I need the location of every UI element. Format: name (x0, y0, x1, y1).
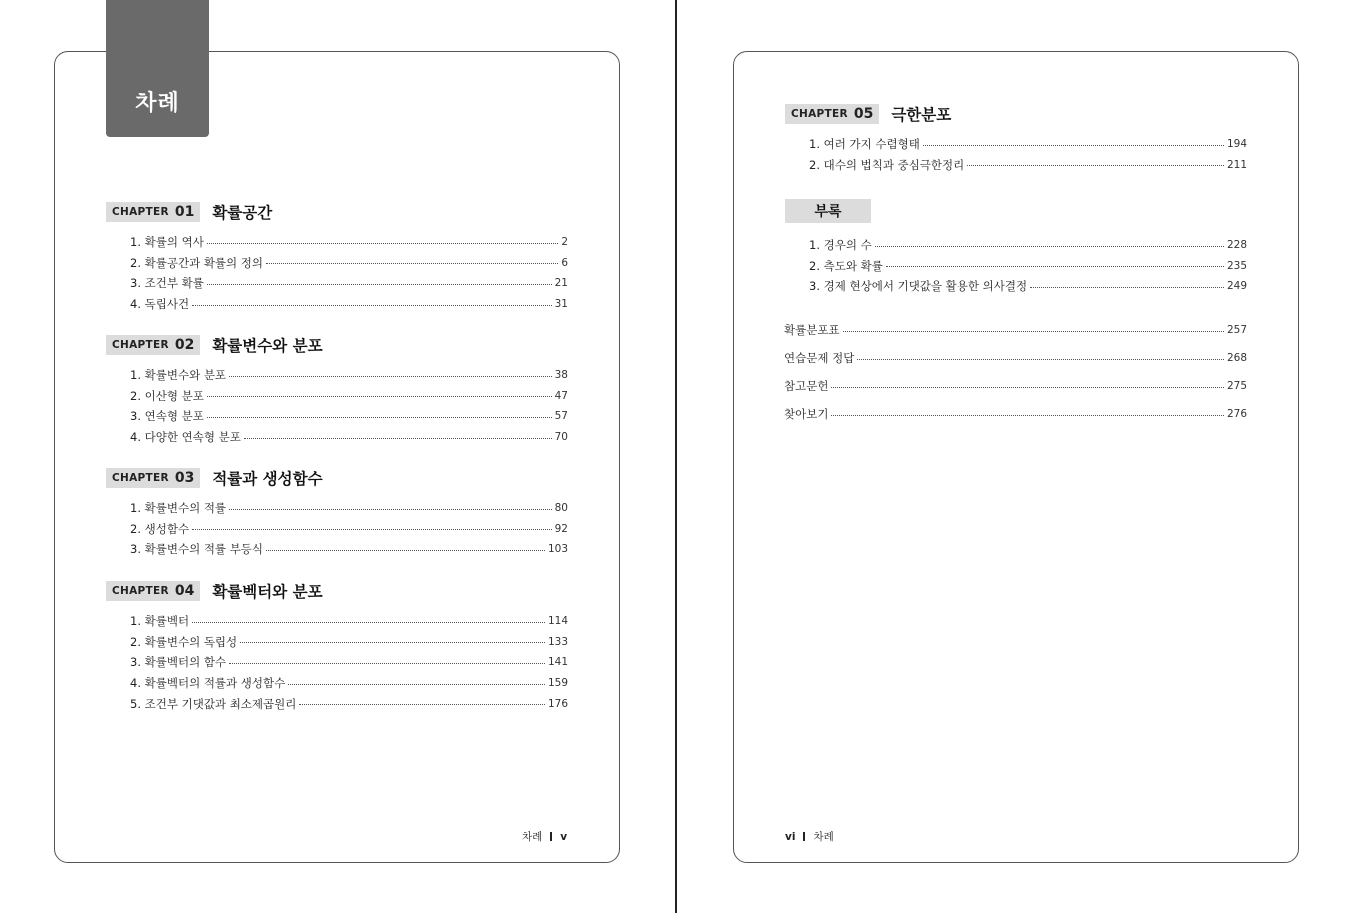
dot-leader (207, 396, 552, 397)
entry-page: 103 (547, 543, 568, 556)
entry-page: 159 (547, 677, 568, 690)
chapter-number: 04 (174, 583, 195, 599)
chapter-badge (106, 581, 200, 601)
entry-label: 참고문헌 (784, 379, 829, 393)
chapter-04 (106, 580, 568, 714)
dot-leader (831, 387, 1224, 388)
toc-entry[interactable] (130, 611, 568, 632)
dot-leader (923, 145, 1224, 146)
footer-page-number: v (560, 830, 568, 843)
entry-label: 3. 연속형 분포 (130, 409, 204, 424)
footer-separator (803, 832, 805, 841)
chapter-number: 01 (174, 204, 195, 220)
toc-entry[interactable] (130, 632, 568, 653)
entry-label: 1. 경우의 수 (809, 238, 872, 253)
entry-label: 3. 확률벡터의 함수 (130, 655, 227, 670)
dot-leader (886, 266, 1224, 267)
entry-label: 4. 다양한 연속형 분포 (130, 430, 241, 445)
chapter-title: 확률변수와 분포 (212, 337, 323, 355)
chapter-heading (106, 201, 568, 223)
dot-leader (266, 550, 545, 551)
chapter-05 (785, 103, 1247, 175)
extra-entry-index[interactable] (784, 406, 1247, 422)
toc-entry[interactable] (130, 294, 568, 315)
appendix-section (785, 199, 1247, 297)
footer-text: 차례 (813, 831, 834, 843)
chapter-heading (106, 580, 568, 602)
toc-entry[interactable] (130, 652, 568, 673)
chapter-word: CHAPTER (112, 206, 169, 218)
entry-page: 31 (554, 298, 568, 311)
entry-page: 38 (554, 369, 568, 382)
entry-label: 2. 이산형 분포 (130, 388, 204, 403)
chapter-01 (106, 201, 568, 314)
toc-entry-list (130, 498, 568, 560)
extra-entry-references[interactable] (784, 378, 1247, 394)
entry-page: 57 (554, 410, 568, 423)
toc-entry-list (809, 235, 1247, 297)
toc-entry[interactable] (130, 253, 568, 274)
extra-entry-distribution-tables[interactable] (784, 322, 1247, 338)
entry-label: 1. 확률의 역사 (130, 235, 204, 250)
entry-page: 141 (547, 656, 568, 669)
toc-entry-list (130, 365, 568, 447)
toc-entry[interactable] (809, 155, 1247, 176)
toc-entry[interactable] (130, 232, 568, 253)
extra-entry-answers[interactable] (784, 350, 1247, 366)
toc-entry[interactable] (130, 386, 568, 407)
entry-label: 2. 확률공간과 확률의 정의 (130, 255, 264, 270)
entry-label: 5. 조건부 기댓값과 최소제곱원리 (130, 696, 297, 711)
dot-leader (207, 284, 552, 285)
chapter-title: 확률벡터와 분포 (212, 583, 323, 601)
toc-entry[interactable] (130, 365, 568, 386)
entry-label: 1. 확률변수의 적률 (130, 501, 227, 516)
footer-text: 차례 (522, 831, 543, 843)
chapter-number: 02 (174, 337, 195, 353)
dot-leader (244, 438, 552, 439)
dot-leader (857, 359, 1224, 360)
entry-label: 4. 확률벡터의 적률과 생성함수 (130, 676, 286, 691)
appendix-title: 부록 (785, 199, 871, 223)
entry-page: 275 (1226, 380, 1247, 392)
chapter-heading (785, 103, 1247, 125)
chapter-badge (106, 202, 200, 222)
entry-label: 3. 경제 현상에서 기댓값을 활용한 의사결정 (809, 279, 1028, 294)
dot-leader (266, 263, 558, 264)
entry-label: 연습문제 정답 (784, 351, 855, 365)
chapter-number: 05 (853, 106, 874, 122)
chapter-word: CHAPTER (112, 339, 169, 351)
entry-page: 133 (547, 635, 568, 648)
entry-page: 235 (1226, 259, 1247, 272)
entry-label: 3. 확률변수의 적률 부등식 (130, 542, 264, 557)
toc-entry[interactable] (130, 273, 568, 294)
entry-page: 194 (1226, 138, 1247, 151)
dot-leader (229, 663, 545, 664)
entry-page: 211 (1226, 158, 1247, 171)
dot-leader (299, 704, 545, 705)
left-page-footer (522, 829, 567, 844)
toc-entry-list (130, 611, 568, 714)
chapter-heading (106, 467, 568, 489)
chapter-badge (785, 104, 879, 124)
entry-page: 21 (554, 277, 568, 290)
chapter-03 (106, 467, 568, 560)
footer-page-number: vi (785, 830, 796, 843)
entry-page: 2 (561, 236, 568, 249)
entry-page: 257 (1226, 324, 1247, 336)
entry-page: 176 (547, 697, 568, 710)
entry-label: 2. 생성함수 (130, 521, 190, 536)
chapter-title: 확률공간 (212, 204, 273, 222)
chapter-badge (106, 468, 200, 488)
entry-label: 3. 조건부 확률 (130, 276, 204, 291)
dot-leader (831, 415, 1224, 416)
dot-leader (207, 243, 558, 244)
toc-tab: 차례 (106, 0, 209, 137)
toc-entry[interactable] (809, 235, 1247, 256)
chapter-word: CHAPTER (112, 585, 169, 597)
chapter-02 (106, 334, 568, 447)
entry-page: 268 (1226, 352, 1247, 364)
entry-page: 276 (1226, 408, 1247, 420)
entry-page: 70 (554, 431, 568, 444)
entry-page: 92 (554, 522, 568, 535)
entry-label: 4. 독립사건 (130, 297, 190, 312)
entry-page: 6 (561, 256, 568, 269)
entry-page: 249 (1226, 280, 1247, 293)
chapter-title: 극한분포 (891, 106, 952, 124)
toc-entry[interactable] (130, 498, 568, 519)
entry-label: 확률분포표 (784, 323, 840, 337)
entry-label: 1. 확률벡터 (130, 614, 190, 629)
dot-leader (288, 684, 545, 685)
left-page-frame (54, 51, 620, 863)
toc-entry[interactable] (809, 276, 1247, 297)
entry-label: 1. 여러 가지 수렴형태 (809, 137, 920, 152)
dot-leader (207, 417, 552, 418)
book-spine (675, 0, 677, 913)
dot-leader (192, 529, 552, 530)
toc-entry[interactable] (809, 256, 1247, 277)
dot-leader (240, 642, 545, 643)
toc-entry-list (809, 134, 1247, 175)
chapter-number: 03 (174, 470, 195, 486)
chapter-badge (106, 335, 200, 355)
dot-leader (967, 165, 1224, 166)
entry-label: 2. 확률변수의 독립성 (130, 634, 238, 649)
toc-entry[interactable] (130, 539, 568, 560)
toc-entry[interactable] (130, 693, 568, 714)
chapter-heading (106, 334, 568, 356)
dot-leader (875, 246, 1224, 247)
entry-page: 114 (547, 615, 568, 628)
chapter-word: CHAPTER (791, 108, 848, 120)
chapter-title: 적률과 생성함수 (212, 470, 323, 488)
entry-page: 47 (554, 389, 568, 402)
entry-label: 1. 확률변수와 분포 (130, 368, 227, 383)
entry-label: 2. 측도와 확률 (809, 258, 883, 273)
toc-entry[interactable] (130, 427, 568, 448)
entry-label: 2. 대수의 법칙과 중심극한정리 (809, 157, 965, 172)
toc-entry[interactable] (130, 406, 568, 427)
toc-entry[interactable] (809, 134, 1247, 155)
toc-entry[interactable] (130, 673, 568, 694)
footer-separator (550, 832, 552, 841)
dot-leader (192, 305, 552, 306)
entry-label: 찾아보기 (784, 407, 829, 421)
dot-leader (1030, 287, 1224, 288)
dot-leader (192, 622, 545, 623)
dot-leader (843, 331, 1224, 332)
right-page-footer (785, 829, 834, 844)
entry-page: 80 (554, 502, 568, 515)
toc-entry-list (130, 232, 568, 314)
toc-entry[interactable] (130, 519, 568, 540)
dot-leader (229, 509, 552, 510)
entry-page: 228 (1226, 239, 1247, 252)
dot-leader (229, 376, 552, 377)
chapter-word: CHAPTER (112, 472, 169, 484)
